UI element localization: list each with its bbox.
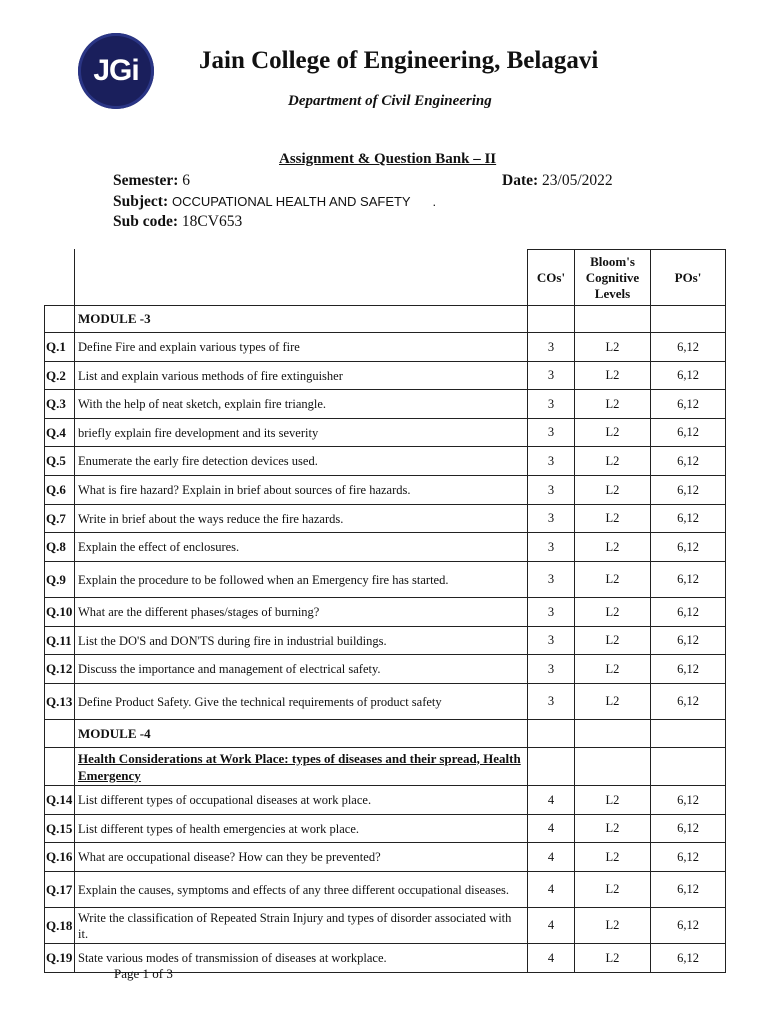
question-row [45,815,726,843]
program-outcome: 6,12 [651,505,726,533]
program-outcome: 6,12 [651,390,726,419]
question-row [45,447,726,476]
question-row [45,333,726,362]
question-text: With the help of neat sketch, explain fire triangle. [75,390,528,419]
question-text: Define Fire and explain various types of fire [75,333,528,362]
question-row [45,362,726,390]
blank-cell [45,250,75,306]
col-header-cos: COs' [528,250,575,306]
course-outcome: 4 [528,872,575,908]
question-text: Define Product Safety. Give the technical requirements of product safety [75,684,528,720]
course-outcome: 4 [528,944,575,973]
question-text: Discuss the importance and management of electrical safety. [75,655,528,684]
course-outcome: 3 [528,598,575,627]
question-row [45,908,726,944]
program-outcome: 6,12 [651,627,726,655]
question-row [45,476,726,505]
blooms-level: L2 [575,786,651,815]
program-outcome: 6,12 [651,447,726,476]
semester-label: Semester: [113,172,179,189]
semester-line [113,172,190,190]
date-line [502,172,613,190]
question-row [45,684,726,720]
program-outcome: 6,12 [651,476,726,505]
question-text: Explain the effect of enclosures. [75,533,528,562]
program-outcome: 6,12 [651,533,726,562]
subject-value: OCCUPATIONAL HEALTH AND SAFETY [171,194,411,209]
blooms-level: L2 [575,390,651,419]
col-header-pos: POs' [651,250,726,306]
page-number: Page 1 of 3 [114,966,173,981]
blooms-level: L2 [575,684,651,720]
question-number: Q.7 [45,505,75,533]
question-number: Q.1 [45,333,75,362]
module-4-heading: MODULE -4 [75,720,528,748]
question-text: Explain the causes, symptoms and effects of any three different occupational diseases. [75,872,528,908]
question-number: Q.17 [45,872,75,908]
program-outcome: 6,12 [651,333,726,362]
question-table [44,249,726,973]
question-number: Q.4 [45,419,75,447]
question-text: Write the classification of Repeated Strain Injury and types of disorder associated with it. [75,908,528,944]
question-number: Q.14 [45,786,75,815]
blank-cell [75,250,528,306]
course-outcome: 3 [528,447,575,476]
program-outcome: 6,12 [651,562,726,598]
program-outcome: 6,12 [651,362,726,390]
question-number: Q.3 [45,390,75,419]
subcode-value: 18CV653 [181,213,243,230]
blank-cell [651,306,726,333]
blooms-level: L2 [575,447,651,476]
course-outcome: 3 [528,533,575,562]
blooms-level: L2 [575,362,651,390]
blooms-level: L2 [575,533,651,562]
question-number: Q.9 [45,562,75,598]
blank-cell [651,720,726,748]
blooms-level: L2 [575,333,651,362]
course-outcome: 4 [528,815,575,843]
blank-cell [575,748,651,786]
course-outcome: 4 [528,843,575,872]
subcode-label: Sub code: [113,213,179,230]
college-logo [78,33,154,109]
course-outcome: 3 [528,562,575,598]
program-outcome: 6,12 [651,872,726,908]
question-number: Q.11 [45,627,75,655]
blank-cell [528,748,575,786]
blooms-level: L2 [575,908,651,944]
blooms-level: L2 [575,944,651,973]
course-outcome: 3 [528,505,575,533]
question-number: Q.16 [45,843,75,872]
question-row [45,419,726,447]
question-number: Q.15 [45,815,75,843]
question-number: Q.5 [45,447,75,476]
question-number: Q.6 [45,476,75,505]
course-outcome: 3 [528,684,575,720]
blooms-level: L2 [575,627,651,655]
blooms-level: L2 [575,598,651,627]
question-text: Explain the procedure to be followed when an Emergency fire has started. [75,562,528,598]
question-number: Q.10 [45,598,75,627]
semester-value: 6 [182,172,191,189]
question-text: What are the different phases/stages of burning? [75,598,528,627]
question-number: Q.12 [45,655,75,684]
subject-trail: . [432,194,437,209]
date-label: Date: [502,172,539,189]
blank-cell [45,748,75,786]
date-value: 23/05/2022 [542,172,613,189]
blank-cell [45,720,75,748]
course-outcome: 3 [528,627,575,655]
col-header-blooms: Bloom's Cognitive Levels [575,250,651,306]
question-text: Enumerate the early fire detection devices used. [75,447,528,476]
program-outcome: 6,12 [651,944,726,973]
module-3-heading: MODULE -3 [75,306,528,333]
question-number: Q.13 [45,684,75,720]
table-header-row [45,250,726,306]
question-number: Q.8 [45,533,75,562]
course-outcome: 3 [528,390,575,419]
question-text: List different types of health emergencies at work place. [75,815,528,843]
blank-cell [45,306,75,333]
module-row [45,720,726,748]
question-number: Q.18 [45,908,75,944]
program-outcome: 6,12 [651,843,726,872]
assignment-title: Assignment & Question Bank – II [279,151,497,167]
blooms-level: L2 [575,655,651,684]
question-row [45,505,726,533]
program-outcome: 6,12 [651,908,726,944]
course-outcome: 3 [528,476,575,505]
question-row [45,627,726,655]
question-text: List the DO'S and DON'TS during fire in industrial buildings. [75,627,528,655]
blooms-level: L2 [575,476,651,505]
blooms-level: L2 [575,562,651,598]
program-outcome: 6,12 [651,815,726,843]
question-text: Write in brief about the ways reduce the fire hazards. [75,505,528,533]
question-text: What are occupational disease? How can they be prevented? [75,843,528,872]
question-row [45,562,726,598]
program-outcome: 6,12 [651,419,726,447]
blooms-level: L2 [575,505,651,533]
blank-cell [575,720,651,748]
subject-line [113,193,436,211]
question-row [45,598,726,627]
question-number: Q.2 [45,362,75,390]
course-outcome: 3 [528,655,575,684]
blank-cell [651,748,726,786]
blank-cell [528,306,575,333]
question-row [45,786,726,815]
course-outcome: 4 [528,908,575,944]
program-outcome: 6,12 [651,655,726,684]
question-row [45,533,726,562]
question-row [45,655,726,684]
course-outcome: 4 [528,786,575,815]
blank-cell [575,306,651,333]
program-outcome: 6,12 [651,684,726,720]
module-4-topic: Health Considerations at Work Place: types of diseases and their spread, Health Emergency [75,748,528,786]
question-row [45,843,726,872]
course-outcome: 3 [528,419,575,447]
blank-cell [528,720,575,748]
subject-label: Subject: [113,193,169,210]
topic-row [45,748,726,786]
question-text: briefly explain fire development and its severity [75,419,528,447]
course-outcome: 3 [528,333,575,362]
question-row [45,390,726,419]
blooms-level: L2 [575,815,651,843]
blooms-level: L2 [575,843,651,872]
department-name: Department of Civil Engineering [288,93,492,109]
blooms-level: L2 [575,419,651,447]
question-row [45,872,726,908]
question-text: State various modes of transmission of diseases at workplace. [75,944,528,973]
question-text: List different types of occupational diseases at work place. [75,786,528,815]
course-outcome: 3 [528,362,575,390]
question-text: List and explain various methods of fire extinguisher [75,362,528,390]
logo-text: JGi [93,54,139,87]
blooms-level: L2 [575,872,651,908]
program-outcome: 6,12 [651,786,726,815]
module-row [45,306,726,333]
subcode-line [113,213,242,231]
question-text: What is fire hazard? Explain in brief about sources of fire hazards. [75,476,528,505]
question-number: Q.19 [45,944,75,973]
program-outcome: 6,12 [651,598,726,627]
college-name: Jain College of Engineering, Belagavi [199,47,599,74]
